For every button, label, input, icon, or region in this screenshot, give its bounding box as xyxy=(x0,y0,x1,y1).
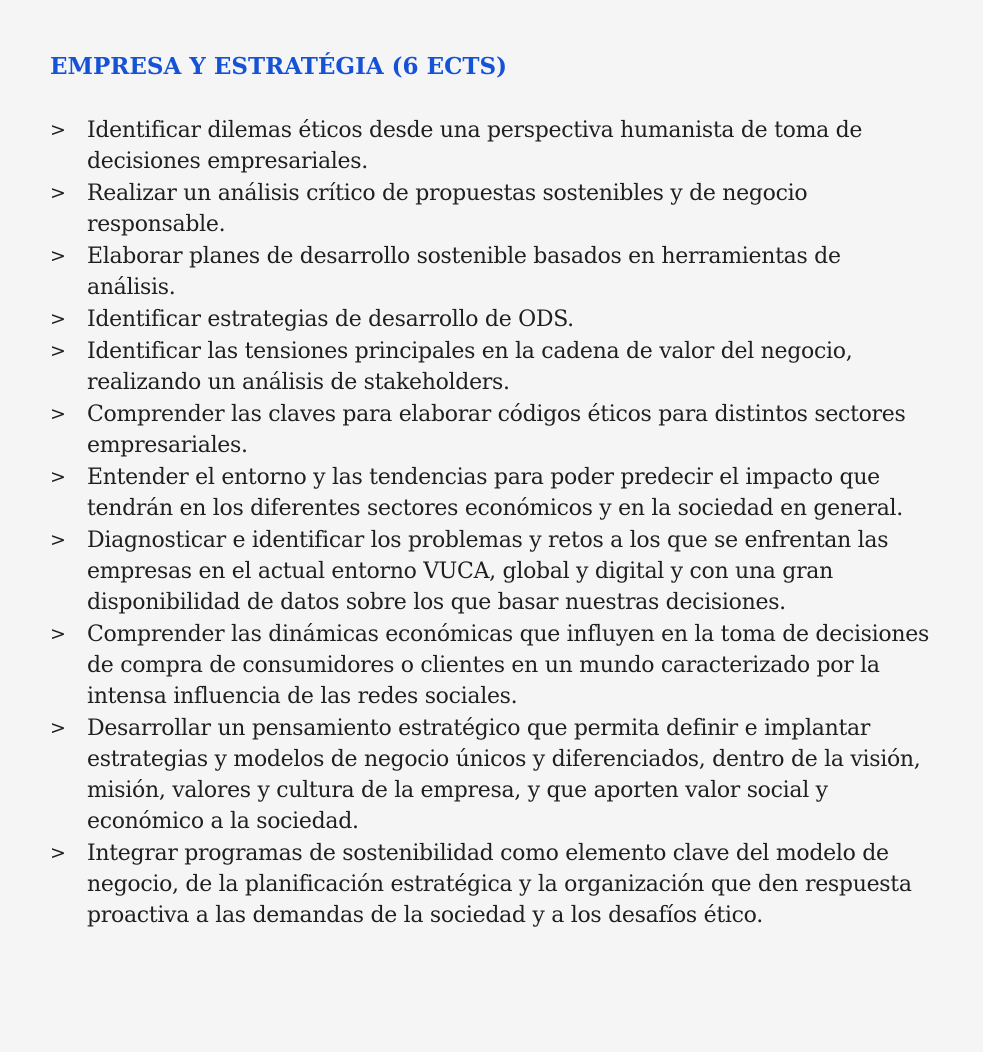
list-item-text: Comprender las claves para elaborar códigos éticos para distintos sectores empresariales. xyxy=(87,402,906,458)
bullet-marker: > xyxy=(50,529,66,551)
list-item xyxy=(50,713,930,837)
list-item-text: Realizar un análisis crítico de propuestas sostenibles y de negocio responsable. xyxy=(87,181,808,237)
list-item xyxy=(50,399,930,461)
bullet-marker: > xyxy=(50,842,66,864)
list-item xyxy=(50,462,930,524)
list-item xyxy=(50,619,930,712)
list-item-text: Diagnosticar e identificar los problemas y retos a los que se enfrentan las empresas en el actual entorno VUCA, global y digital y con una gran disponibilidad de datos sobre los que basar nuestras decisiones. xyxy=(87,528,889,615)
list-item xyxy=(50,241,930,303)
bullet-marker: > xyxy=(50,403,66,425)
bullet-marker: > xyxy=(50,340,66,362)
list-item-text: Elaborar planes de desarrollo sostenible basados en herramientas de análisis. xyxy=(87,244,841,300)
objectives-list xyxy=(50,115,930,932)
bullet-marker: > xyxy=(50,245,66,267)
bullet-marker: > xyxy=(50,466,66,488)
list-item xyxy=(50,525,930,618)
list-item-text: Identificar dilemas éticos desde una perspectiva humanista de toma de decisiones empresariales. xyxy=(87,118,863,174)
list-item-text: Comprender las dinámicas económicas que influyen en la toma de decisiones de compra de consumidores o clientes en un mundo caracterizado por la intensa influencia de las redes sociales. xyxy=(87,622,929,709)
list-item-text: Integrar programas de sostenibilidad como elemento clave del modelo de negocio, de la planificación estratégica y la organización que den respuesta proactiva a las demandas de la sociedad y a los desafíos ético. xyxy=(87,841,912,928)
list-item-text: Entender el entorno y las tendencias para poder predecir el impacto que tendrán en los diferentes sectores económicos y en la sociedad en general. xyxy=(87,465,903,521)
bullet-marker: > xyxy=(50,182,66,204)
list-item xyxy=(50,304,930,335)
list-item xyxy=(50,336,930,398)
bullet-marker: > xyxy=(50,717,66,739)
bullet-marker: > xyxy=(50,623,66,645)
section-heading: EMPRESA Y ESTRATÉGIA (6 ECTS) xyxy=(50,53,508,80)
list-item xyxy=(50,115,930,177)
list-item-text: Desarrollar un pensamiento estratégico que permita definir e implantar estrategias y modelos de negocio únicos y diferenciados, dentro de la visión, misión, valores y cultura de la empresa, y que aporten valor social y económico a la sociedad. xyxy=(87,716,921,834)
list-item xyxy=(50,178,930,240)
list-item-text: Identificar las tensiones principales en la cadena de valor del negocio, realizando un análisis de stakeholders. xyxy=(87,339,853,395)
bullet-marker: > xyxy=(50,308,66,330)
list-item xyxy=(50,838,930,931)
bullet-marker: > xyxy=(50,119,66,141)
list-item-text: Identificar estrategias de desarrollo de ODS. xyxy=(87,307,574,332)
